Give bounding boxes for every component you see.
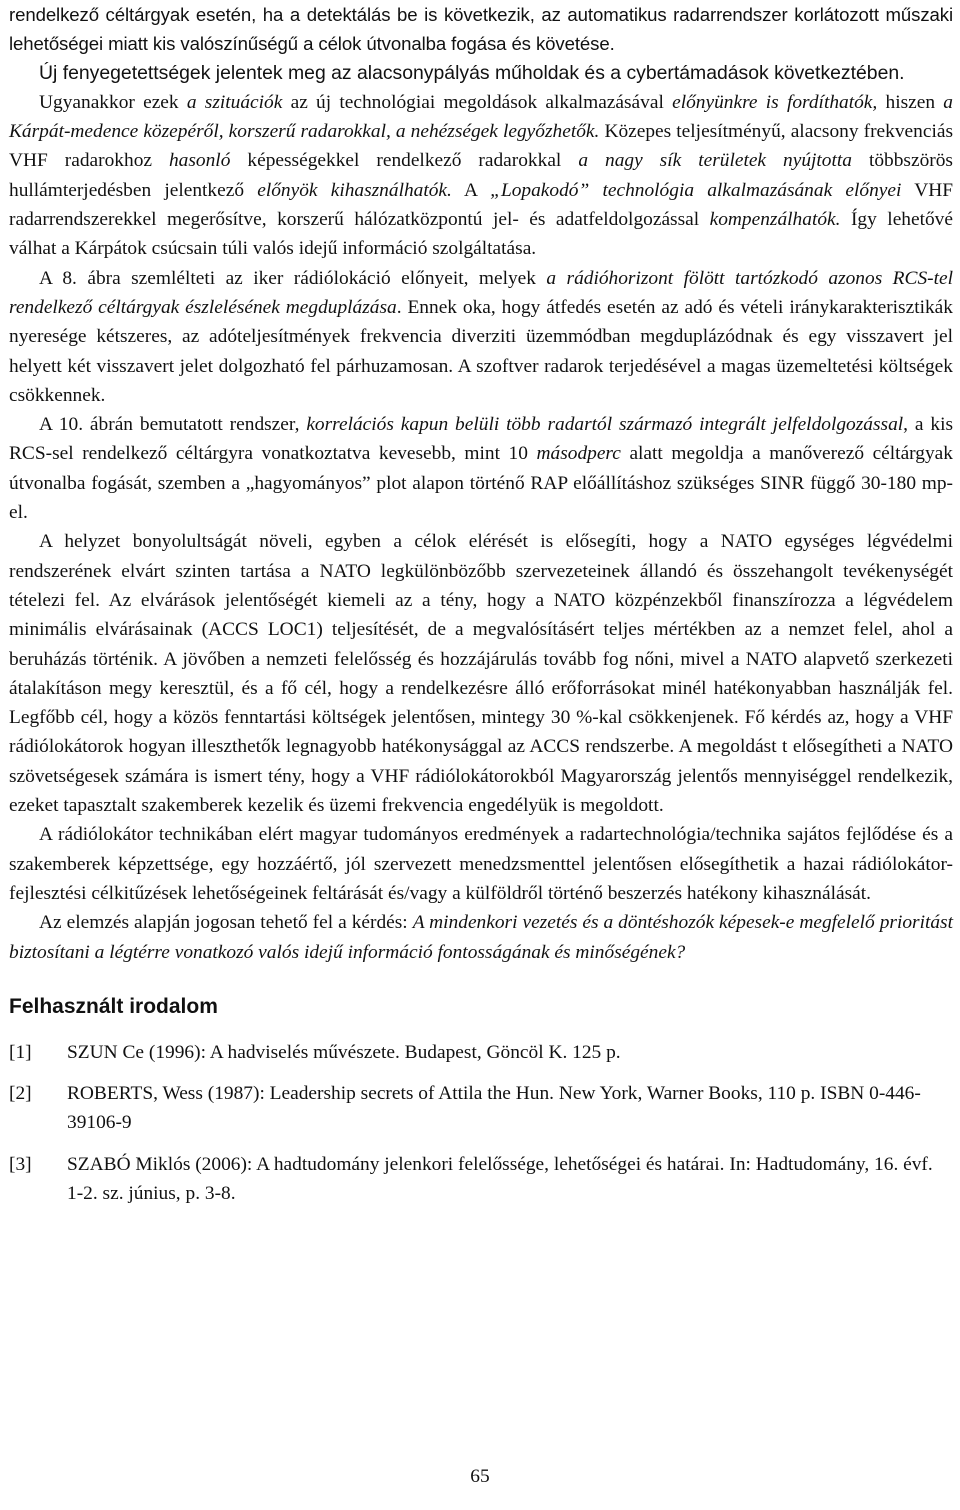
text-run: Ugyanakkor ezek <box>39 91 187 113</box>
text-run: VHF radarrendszerekkel megerősítve, korszerű hálózatközpontú jel- és adatfeldolgozással <box>9 179 953 231</box>
references-heading: Felhasznált irodalom <box>9 994 218 1018</box>
italic-run: előnyünkre is fordíthatók, <box>672 91 878 113</box>
italic-run: „Lopakodó” technológia alkalmazásának előnyei <box>490 179 902 201</box>
text-run: az új technológiai megoldások alkalmazásával <box>282 91 673 113</box>
paragraph-7 <box>9 820 953 908</box>
text-run: Új fenyegetettségek jelentek meg az alacsonypályás műholdak és a cybertámadások következtében. <box>39 61 905 84</box>
italic-run: hasonló <box>168 150 231 172</box>
reference-item <box>9 1150 953 1209</box>
italic-run: korrelációs kapun belüli több radartól származó integrált jelfeldolgozással <box>306 414 904 436</box>
paragraph-4 <box>9 264 953 410</box>
paragraph-5 <box>9 410 953 527</box>
text-run: alatt megoldja a manőverező céltárgyak útvonalba fogását, szemben a „hagyományos” plot alapon történő RAP előállításhoz szükséges SINR függő 30-180 mp-el. <box>9 443 953 524</box>
italic-run: a nagy sík területek nyújtotta <box>578 150 852 172</box>
text-run: Közepes teljesítményű, alacsony frekvenciás VHF radarokhoz <box>9 121 953 172</box>
text-run: . Ennek oka, hogy átfedés esetén az adó és vételi iránykarakterisztikák nyeresége kétszeres, az adóteljesítmények frekvencia diverziti üzemmódban megduplázódnak és egy visszavert jel helyett két visszavert jelet dolgozható fel párhuzamosan. A szoftver radarok terjedésével a magas üzemeltetési költségek csökkennek. <box>9 296 953 406</box>
text-run: Így lehetővé válhat a Kárpátok csúcsain túli valós idejű információ szolgáltatása. <box>9 209 953 260</box>
paragraph-2 <box>9 59 953 88</box>
page-number: 65 <box>470 1466 490 1487</box>
italic-run: kompenzálhatók. <box>709 209 841 231</box>
text-run: , a kis RCS-sel rendelkező céltárgyra vonatkoztatva kevesebb, mint 10 <box>9 414 953 465</box>
paragraph-8 <box>9 908 953 967</box>
paragraph-6 <box>9 527 953 820</box>
reference-text: SZUN Ce (1996): A hadviselés művészete. Budapest, Göncöl K. 125 p. <box>67 1041 621 1063</box>
paragraph-3 <box>9 88 953 264</box>
reference-number: [2] <box>9 1083 32 1105</box>
paragraph-1 <box>9 0 953 59</box>
text-run: képességekkel rendelkező radarokkal <box>230 150 579 172</box>
reference-item <box>9 1038 953 1067</box>
reference-text: ROBERTS, Wess (1987): Leadership secrets of Attila the Hun. New York, Warner Books, 110 p. ISBN 0-446-39106-9 <box>67 1083 921 1134</box>
text-run: Az elemzés alapján jogosan tehető fel a kérdés: <box>39 912 413 934</box>
text-run: többszörös hullámterjedésben jelentkező <box>9 150 953 201</box>
italic-run: a Kárpát-medence közepéről, korszerű radarokkal, a nehézségek legyőzhetők. <box>9 91 953 143</box>
reference-number: [3] <box>9 1153 32 1175</box>
italic-run: a rádióhorizont fölött tartózkodó azonos RCS-tel rendelkező céltárgyak észlelésének megduplázása <box>9 267 953 318</box>
text-run: A 8. ábra szemlélteti az iker rádiólokáció előnyeit, melyek <box>39 267 547 289</box>
text-run: A rádiólokátor technikában elért magyar tudományos eredmények a radartechnológia/technika sajátos fejlődése és a szakemberek képzettsége, egy hozzáértő, jól szervezett menedzsmenttel jelentősen elősegíthetik a hazai rádiólokátor-fejlesztési célkitűzések lehetőségeinek feltárását és/vagy a külföldről történő beszerzés hatékony kihasználását. <box>9 824 953 904</box>
reference-text: SZABÓ Miklós (2006): A hadtudomány jelenkori felelőssége, lehetőségei és határai. In: Hadtudomány, 16. évf. 1-2. sz. június, p. 3-8. <box>67 1153 933 1204</box>
text-run: A <box>451 179 491 201</box>
text-run: hiszen <box>877 91 944 113</box>
text-run: A helyzet bonyolultságát növeli, egyben a célok elérését is elősegíti, hogy a NATO egységes légvédelmi rendszerének elvárt szinten tartása a NATO legkülönbözőbb szervezeteinek állandó és összehangolt tevékenységét tételezi fel. Az elvárások jelentőségét kiemeli az a tény, hogy a NATO közpénzekből finanszírozza a légvédelem minimális elvárásainak (ACCS LOC1) teljesítését, de a megvalósításért teljes mértékben az a nemzet felel, ahol a beruházás történik. A jövőben a nemzeti felelősség és hozzájárulás tovább fog nőni, mivel a NATO alapvető szerkezeti átalakításon megy keresztül, és a fő cél, hogy a rendelkezésre álló erőforrásokat minél hatékonyabban használják fel. Legfőbb cél, hogy a közös fenntartási költségek jelentősen, mintegy 30 %-kal csökkenjenek. Fő kérdés az, hogy a VHF rádiólokátorok hogyan illeszthetők legnagyobb hatékonysággal az ACCS rendszerbe. A megoldást t elősegítheti a NATO szövetségesek számára is ismert tény, hogy a VHF rádiólokátorokból Magyarország jelentős mennyiséggel rendelkezik, ezeket tapasztalt szakemberek kezelik és üzemi frekvencia engedélyük is megoldott. <box>9 531 953 817</box>
italic-run: a szituációk <box>186 91 283 113</box>
reference-number: [1] <box>9 1041 32 1063</box>
text-run: A 10. ábrán bemutatott rendszer, <box>39 414 307 436</box>
reference-item <box>9 1079 953 1138</box>
italic-run: előnyök kihasználhatók. <box>257 179 452 201</box>
italic-run: másodperc <box>536 443 621 465</box>
italic-run: A mindenkori vezetés és a döntéshozók képesek-e megfelelő prioritást biztosítani a légtérre vonatkozó valós idejű információ fontosságának és minőségének? <box>9 912 953 963</box>
text-run: rendelkező céltárgyak esetén, ha a detektálás be is következik, az automatikus radarrendszer korlátozott műszaki lehetőségei miatt kis valószínűségű a célok útvonalba fogása és követése. <box>9 4 953 55</box>
document-page <box>9 0 953 1220</box>
